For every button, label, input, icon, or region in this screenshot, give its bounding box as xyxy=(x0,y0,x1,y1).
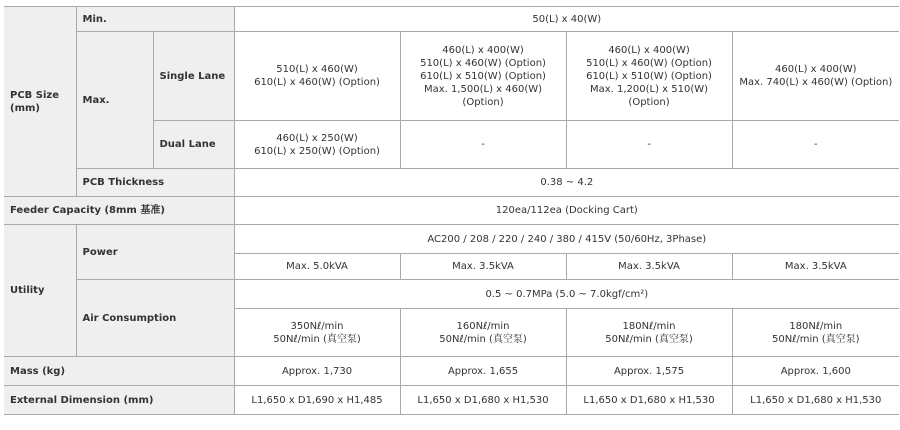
external-dimension-value: L1,650 x D1,690 x H1,485 xyxy=(234,386,400,415)
single-lane-label: Single Lane xyxy=(153,32,234,121)
external-dimension-value: L1,650 x D1,680 x H1,530 xyxy=(732,386,899,415)
dual-lane-value: 460(L) x 250(W) 610(L) x 250(W) (Option) xyxy=(234,121,400,169)
air-flow-value: 350Nℓ/min 50Nℓ/min (真空泵) xyxy=(234,309,400,357)
power-kva-value: Max. 5.0kVA xyxy=(234,254,400,280)
utility-label: Utility xyxy=(4,225,76,357)
power-value: AC200 / 208 / 220 / 240 / 380 / 415V (50/60Hz, 3Phase) xyxy=(234,225,899,254)
row-external-dimension xyxy=(4,386,899,415)
feeder-capacity-value: 120ea/112ea (Docking Cart) xyxy=(234,197,899,225)
mass-label: Mass (kg) xyxy=(4,357,234,386)
mass-value: Approx. 1,600 xyxy=(732,357,899,386)
dual-lane-label: Dual Lane xyxy=(153,121,234,169)
single-lane-value: 460(L) x 400(W) 510(L) x 460(W) (Option) 610(L) x 510(W) (Option) Max. 1,200(L) x 510(W) (Option) xyxy=(566,32,732,121)
dual-lane-value: - xyxy=(732,121,899,169)
air-flow-value: 180Nℓ/min 50Nℓ/min (真空泵) xyxy=(566,309,732,357)
pcb-max-label: Max. xyxy=(76,32,153,169)
power-kva-value: Max. 3.5kVA xyxy=(732,254,899,280)
single-lane-value: 460(L) x 400(W) 510(L) x 460(W) (Option) 610(L) x 510(W) (Option) Max. 1,500(L) x 460(W) (Option) xyxy=(400,32,566,121)
single-lane-value: 460(L) x 400(W) Max. 740(L) x 460(W) (Option) xyxy=(732,32,899,121)
mass-value: Approx. 1,730 xyxy=(234,357,400,386)
row-air-pressure xyxy=(4,280,899,309)
mass-value: Approx. 1,575 xyxy=(566,357,732,386)
row-pcb-min xyxy=(4,7,899,32)
pcb-thickness-label: PCB Thickness xyxy=(76,169,234,197)
mass-value: Approx. 1,655 xyxy=(400,357,566,386)
pcb-min-value: 50(L) x 40(W) xyxy=(234,7,899,32)
power-label: Power xyxy=(76,225,234,280)
air-pressure-value: 0.5 ~ 0.7MPa (5.0 ~ 7.0kgf/cm²) xyxy=(234,280,899,309)
air-flow-value: 160Nℓ/min 50Nℓ/min (真空泵) xyxy=(400,309,566,357)
external-dimension-value: L1,650 x D1,680 x H1,530 xyxy=(400,386,566,415)
pcb-size-label: PCB Size (mm) xyxy=(4,7,76,197)
external-dimension-value: L1,650 x D1,680 x H1,530 xyxy=(566,386,732,415)
dual-lane-value: - xyxy=(400,121,566,169)
row-power-spec xyxy=(4,225,899,254)
row-feeder-capacity xyxy=(4,197,899,225)
row-mass xyxy=(4,357,899,386)
air-flow-value: 180Nℓ/min 50Nℓ/min (真空泵) xyxy=(732,309,899,357)
power-kva-value: Max. 3.5kVA xyxy=(400,254,566,280)
row-pcb-max-single xyxy=(4,32,899,121)
external-dimension-label: External Dimension (mm) xyxy=(4,386,234,415)
single-lane-value: 510(L) x 460(W) 610(L) x 460(W) (Option) xyxy=(234,32,400,121)
dual-lane-value: - xyxy=(566,121,732,169)
pcb-min-label: Min. xyxy=(76,7,234,32)
pcb-thickness-value: 0.38 ~ 4.2 xyxy=(234,169,899,197)
spec-table xyxy=(4,6,899,415)
feeder-capacity-label: Feeder Capacity (8mm 基准) xyxy=(4,197,234,225)
row-pcb-thickness xyxy=(4,169,899,197)
air-consumption-label: Air Consumption xyxy=(76,280,234,357)
power-kva-value: Max. 3.5kVA xyxy=(566,254,732,280)
